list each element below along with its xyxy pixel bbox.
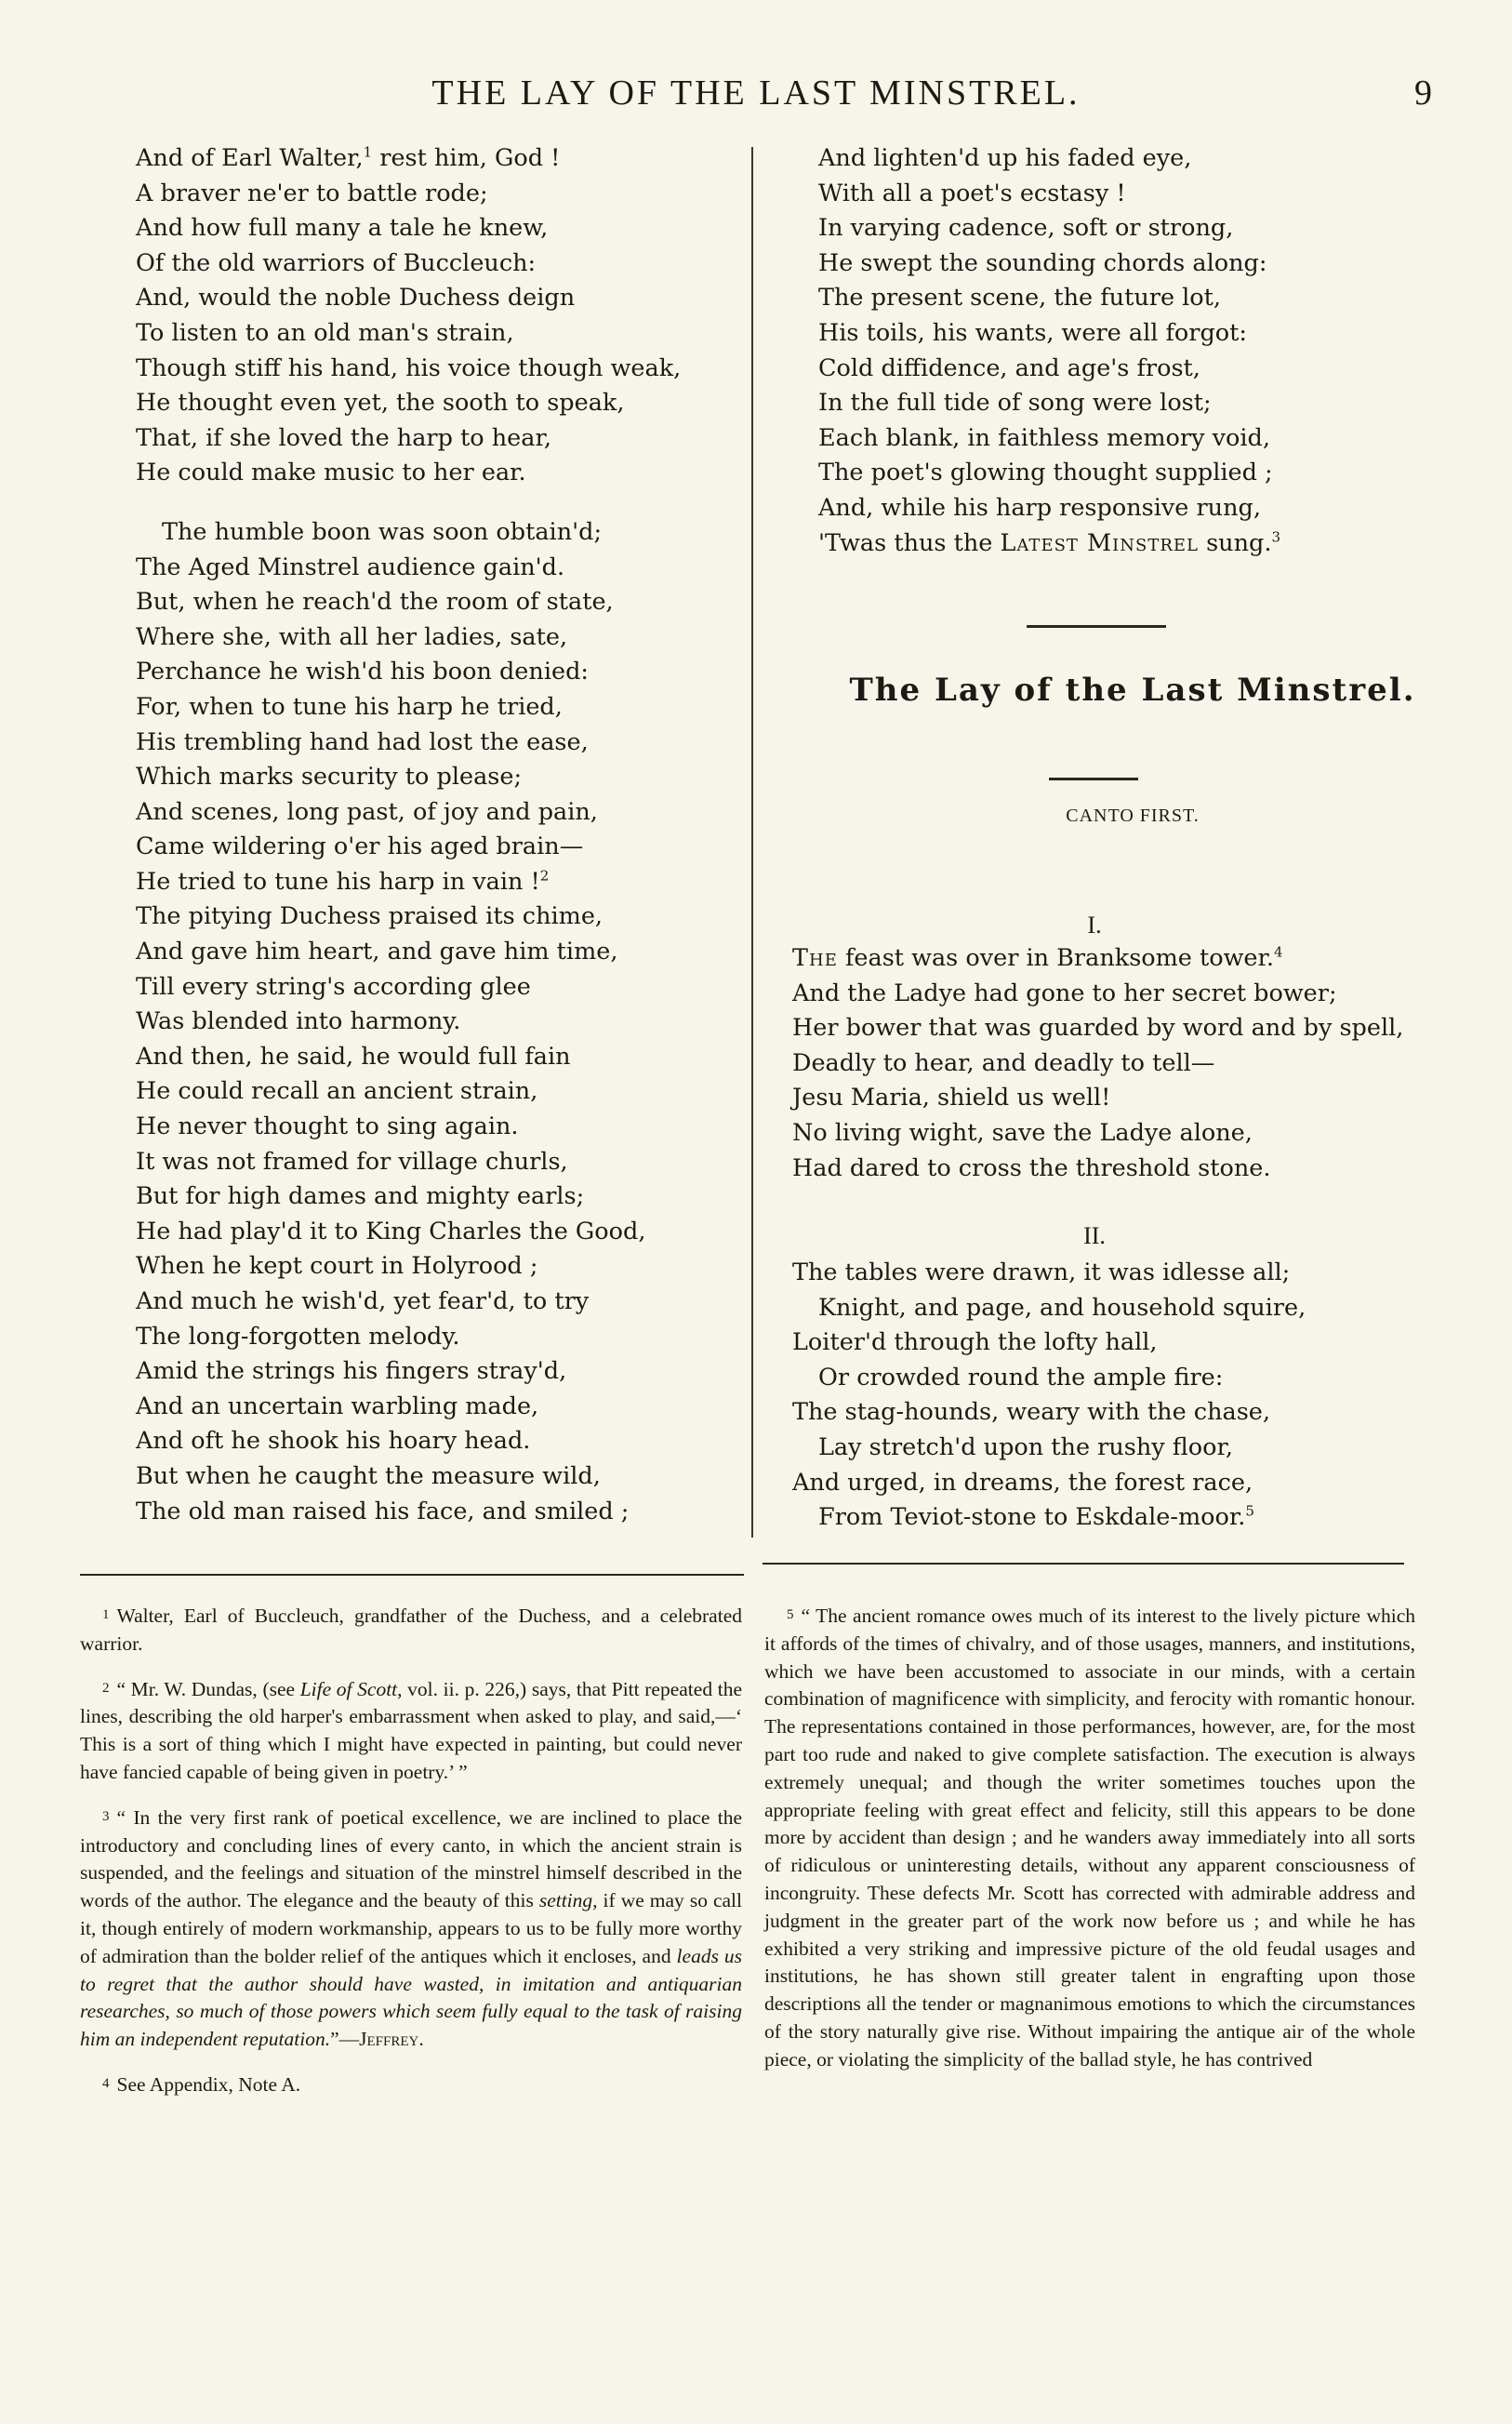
poem-line: When he kept court in Holyrood ; [136,1252,538,1281]
ornamental-rule-mid [1049,778,1138,780]
poem-line: Or crowded round the ample fire: [818,1363,1224,1392]
ornamental-rule-top [1027,625,1166,628]
footnote-rule-left [80,1574,744,1576]
poem-line: And lighten'd up his faded eye, [818,144,1192,172]
left-poem-column [136,141,731,1529]
page-number: 9 [1414,73,1432,113]
poem-line: He could recall an ancient strain, [136,1077,538,1106]
poem-line: And oft he shook his hoary head. [136,1427,531,1456]
footnote-rule-right [763,1563,1404,1565]
poem-line: That, if she loved the harp to hear, [136,423,551,452]
poem-line: The old man raised his face, and smiled ; [136,1497,630,1525]
right-poem-intro [818,141,1469,561]
poem-line: And then, he said, he would full fain [136,1042,571,1071]
poem-line: The tables were drawn, it was idlesse all; [792,1259,1291,1286]
poem-line: A braver ne'er to battle rode; [136,179,488,207]
running-title: THE LAY OF THE LAST MINSTREL. [431,73,1081,113]
poem-line: Till every string's according glee [136,972,531,1001]
stanza-number-1: I. [1087,912,1102,939]
poem-line: But when he caught the measure wild, [136,1461,601,1490]
stanza-1 [792,941,1480,1186]
poem-line: In the full tide of song were lost; [818,389,1212,418]
poem-line: 'Twas thus the Latest Minstrel sung.$^3$ [818,528,1280,557]
poem-line: From Teviot-stone to Eskdale-moor.$^5$ [818,1502,1254,1532]
poem-line: And gave him heart, and gave him time, [136,938,618,966]
poem-line: And of Earl Walter,$^1$ rest him, God ! [136,143,561,172]
footnote-4: 4 See Appendix, Note A. [102,2072,301,2096]
poem-line: And much he wish'd, yet fear'd, to try [136,1287,590,1315]
poem-line: With all a poet's ecstasy ! [818,179,1126,207]
footnote-2: 2 “ Mr. W. Dundas, (see Life of Scott, vol. ii. p. 226,) says, that Pitt repeated the lines, describing the old harper's embarrassment when asked to play, and said,—‘ This is a sort of thing which I might have expected in painting, but could never have fancied capable of being given in poetry.’ ” [80,1677,742,1783]
stanza-intro-b [136,515,731,1529]
poem-line: Amid the strings his fingers stray'd, [136,1357,567,1386]
page-header [0,73,1512,128]
poem-line: No living wight, save the Ladye alone, [792,1118,1253,1147]
canto-subtitle: CANTO FIRST. [1066,806,1200,826]
poem-line: And how full many a tale he knew, [136,214,549,243]
poem-line: Cold diffidence, and age's frost, [818,353,1200,382]
poem-line: And an uncertain warbling made, [136,1392,539,1420]
poem-line: Knight, and page, and household squire, [818,1293,1306,1322]
poem-line: Deadly to hear, and deadly to tell— [792,1048,1215,1077]
poem-line: The poet's glowing thought supplied ; [818,459,1273,487]
poem-line: To listen to an old man's strain, [136,318,514,347]
poem-line: And, while his harp responsive rung, [818,493,1261,522]
footnotes-right [764,1602,1415,2091]
poem-line: He tried to tune his harp in vain !$^2$ [136,867,550,896]
poem-line: He thought even yet, the sooth to speak, [136,389,625,418]
poem-line: The pitying Duchess praised its chime, [136,902,603,931]
poem-line: And, would the noble Duchess deign [136,284,576,313]
poem-line: Had dared to cross the threshold stone. [792,1153,1271,1182]
poem-line: It was not framed for village churls, [136,1147,568,1176]
poem-line: The Aged Minstrel audience gain'd. [136,553,565,581]
poem-line: The feast was over in Branksome tower.$^4$ [792,943,1283,972]
poem-line: Of the old warriors of Buccleuch: [136,248,537,277]
poem-line: Though stiff his hand, his voice though weak, [136,353,682,382]
poem-line: But for high dames and mighty earls; [136,1182,585,1211]
poem-line: Her bower that was guarded by word and by spell, [792,1014,1404,1043]
poem-line: He had play'd it to King Charles the Good, [136,1217,646,1245]
stanza-number-2: II. [1083,1222,1106,1249]
footnote-ref-1: 1 [363,143,373,161]
poem-line: Perchance he wish'd his boon denied: [136,658,589,686]
footnote-ref-4: 4 [1274,943,1283,961]
poem-line: Came wildering o'er his aged brain— [136,832,584,861]
poem-line: He could make music to her ear. [136,459,526,487]
canto-heading: The Lay of the Last Minstrel. [849,672,1416,709]
poem-line: But, when he reach'd the room of state, [136,588,614,617]
poem-line: Jesu Maria, shield us well! [792,1084,1111,1112]
poem-line: He never thought to sing again. [136,1112,519,1141]
poem-line: Lay stretch'd upon the rushy floor, [818,1432,1233,1461]
footnote-3: 3 “ In the very first rank of poetical excellence, we are inclined to place the introductory and concluding lines of every canto, in which the ancient strain is suspended, and the feelings and situation of the minstrel himself described in the words of the author. The elegance and the beauty of this setting, if we may so call it, though entirely of modern workmanship, appears to us to be fully more worthy of admiration than the bolder relief of the antiques which it encloses, and leads us to regret that the author should have wasted, in imitation and antiquarian researches, so much of those powers which seem fully equal to the task of raising him an independent reputation.”—Jeffrey. [80,1805,742,2051]
column-divider [751,147,753,1538]
poem-line: Which marks security to please; [136,763,523,792]
poem-line: For, when to tune his harp he tried, [136,692,563,721]
poem-line: The present scene, the future lot, [818,284,1222,313]
stanza-2 [792,1256,1480,1536]
poem-line: The stag-hounds, weary with the chase, [792,1398,1270,1427]
footnote-5: 5 “ The ancient romance owes much of its interest to the lively picture which it affords of the times of chivalry, and of those usages, manners, and institutions, which we have been accustomed to associate in our minds, with a certain combination of magnificence with simplicity, and ferocity with romantic honour. The representations contained in those performances, however, are, for the most part too rude and naked to give complete satisfaction. The execution is always extremely unequal; and though the writer sometimes touches upon the appropriate feeling with great effect and felicity, still this appears to be done more by accident than design ; and he wanders away immediately into all sorts of ridiculous or uninteresting details, without any apparent consciousness of incongruity. These defects Mr. Scott has corrected with admirable address and judgment in the greater part of the work now before us ; and while he has exhibited a very striking and impressive picture of the old feudal usages and institutions, he has shown still greater talent in engrafting upon those descriptions all the tender or magnanimous emotions to which the circumstances of the story naturally give rise. Without impairing the antique air of the whole piece, or violating the simplicity of the ballad style, he has contrived [764,1605,1415,2071]
footnote-1: 1 Walter, Earl of Buccleuch, grandfather of the Duchess, and a celebrated warrior. [80,1605,742,1655]
footnote-ref-3: 3 [1271,528,1280,546]
poem-line: Each blank, in faithless memory void, [818,423,1270,452]
poem-line: Was blended into harmony. [136,1007,461,1036]
poem-line: And scenes, long past, of joy and pain, [136,797,598,826]
poem-line: And urged, in dreams, the forest race, [792,1468,1253,1497]
poem-line: He swept the sounding chords along: [818,248,1267,277]
poem-line: The long-forgotten melody. [136,1322,460,1351]
stanza-intro-a [136,141,731,491]
poem-line: The humble boon was soon obtain'd; [162,517,603,546]
poem-line: In varying cadence, soft or strong, [818,214,1234,243]
poem-line: And the Ladye had gone to her secret bower; [792,979,1337,1007]
poem-line: His toils, his wants, were all forgot: [818,318,1247,347]
footnotes-left [80,1602,742,2116]
footnote-ref-5: 5 [1245,1502,1254,1520]
poem-line: Where she, with all her ladies, sate, [136,622,568,651]
poem-line: Loiter'd through the lofty hall, [792,1328,1158,1357]
footnote-ref-2: 2 [539,867,550,885]
poem-line: His trembling hand had lost the ease, [136,727,589,756]
